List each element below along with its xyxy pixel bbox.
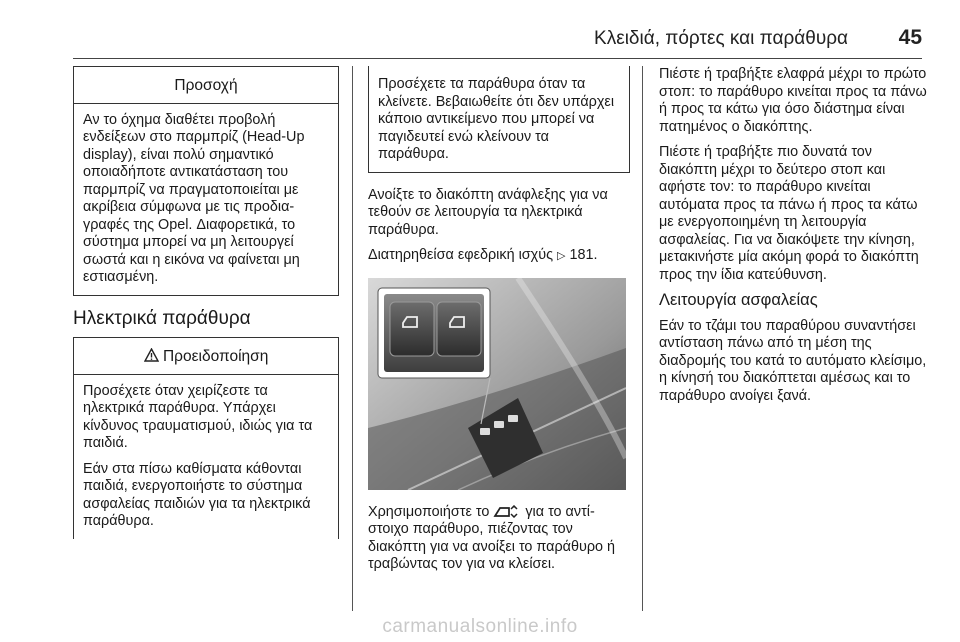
running-header: Κλειδιά, πόρτες και παράθυρα: [594, 28, 848, 49]
subsection-title: Λειτουργία ασφαλείας: [659, 291, 818, 309]
switch-usage-intro: Χρησιμοποιήστε το: [368, 503, 490, 520]
paragraph-switch-usage: [368, 504, 630, 574]
watermark: carmanualsonline.info: [382, 616, 578, 637]
section-title: Ηλεκτρικά παράθυρα: [73, 307, 251, 329]
warning-box-continued: [368, 66, 630, 173]
column-3: [659, 66, 927, 413]
column-divider-1: [352, 66, 353, 611]
retained-power-text: Διατηρηθείσα εφεδρική ισχύς: [368, 247, 554, 263]
window-switch-photo: [368, 278, 626, 490]
paragraph-first-stop: Πιέστε ή τραβήξτε ελαφρά μέχρι το πρώτο στοπ: το παράθυρο κινείται προς τα πάνω ή προς τα κάτω για όσο διάστημα είναι πατημένος ο διακόπτης.: [659, 66, 927, 135]
page-reference[interactable]: 181.: [569, 247, 598, 263]
header-rule: [73, 58, 922, 59]
window-switch-icon: [493, 505, 521, 518]
warning-text-1: Προσέχετε όταν χειρίζεστε τα ηλεκτρικά παράθυρα. Υπάρχει κίνδυνος τραυματισμού, ιδιώς για τα παιδιά.: [83, 382, 313, 451]
paragraph-ignition: Ανοίξτε το διακόπτη ανάφλεξης για να τεθούν σε λειτουργία τα ηλεκτρικά παράθυρα.: [368, 186, 608, 238]
column-divider-2: [642, 66, 643, 611]
paragraph-safety: Εάν το τζάμι του παραθύρου συναντήσει αντίσταση πάνω από τη μέση της διαδρομής του κατά το αυτόματο κλείσιμο, η κίνησή του διακόπτεται αμέσως και το παράθυρο ανοίγει ξανά.: [659, 317, 927, 404]
paragraph-second-stop: Πιέστε ή τραβήξτε πιο δυνατά τον διακόπτη μέχρι το δεύτερο στοπ και αφήστε τον: το παράθυρο κινείται αυτόματα προς τα πάνω ή προς τα κάτω με ενεργοποιημένη τη λειτουργία ασφαλείας. Για να διακόψετε την κίνηση, μετακινήστε μία ακόμη φορά το διακόπτη προς την ίδια κατεύθυνση.: [659, 144, 919, 283]
warning-box-header: [74, 338, 338, 375]
warning-box: [73, 337, 339, 539]
page-number: 45: [898, 26, 922, 49]
warning-text-2: Εάν στα πίσω καθίσματα κάθονται παιδιά, ενεργοποιήστε το σύστημα ασφαλείας παιδιών για τα ηλεκτρικά παράθυρα.: [83, 460, 311, 529]
caution-box-title: Προσοχή: [74, 67, 338, 104]
switch-usage-text: για το αντίστοιχο παράθυρο, πιέζοντας τον διακόπτη για να ανοίξει το παράθυρο ή τραβώντας τον για να κλείσει.: [368, 503, 616, 572]
warning-box-continued-body: [369, 66, 629, 172]
paragraph-retained-power: [368, 247, 630, 266]
caution-box: [73, 66, 339, 296]
reference-arrow-icon: ▷: [557, 250, 566, 262]
warning-box-body: [74, 375, 338, 539]
column-2: [368, 66, 630, 582]
column-1: [73, 66, 339, 539]
caution-box-body: [74, 104, 338, 295]
warning-text-continued: Προσέχετε τα παράθυρα όταν τα κλείνετε. Βεβαιωθείτε ότι δεν υπάρχει κάποιο αντικείμενο που μπορεί να παγιδευτεί ενώ κλείνουν τα παράθυρα.: [378, 76, 615, 162]
caution-text: Αν το όχημα διαθέτει προβολή ενδείξεων στο παρμπρίζ (Head-Up display), είναι πολύ σημαντικό οποιαδήποτε αντικατάσταση του παρμπρίζ να πραγματοποιείται με ακρίβεια σύμφωνα με τις προδιαγραφές της Opel. Διαφορετικά, το σύστημα μπορεί να μη λειτουργεί σωστά και η εικόνα να φαίνεται μη εστιασμένη.: [83, 111, 305, 285]
warning-triangle-icon: [144, 348, 159, 362]
warning-box-title: Προειδοποίηση: [162, 348, 269, 365]
